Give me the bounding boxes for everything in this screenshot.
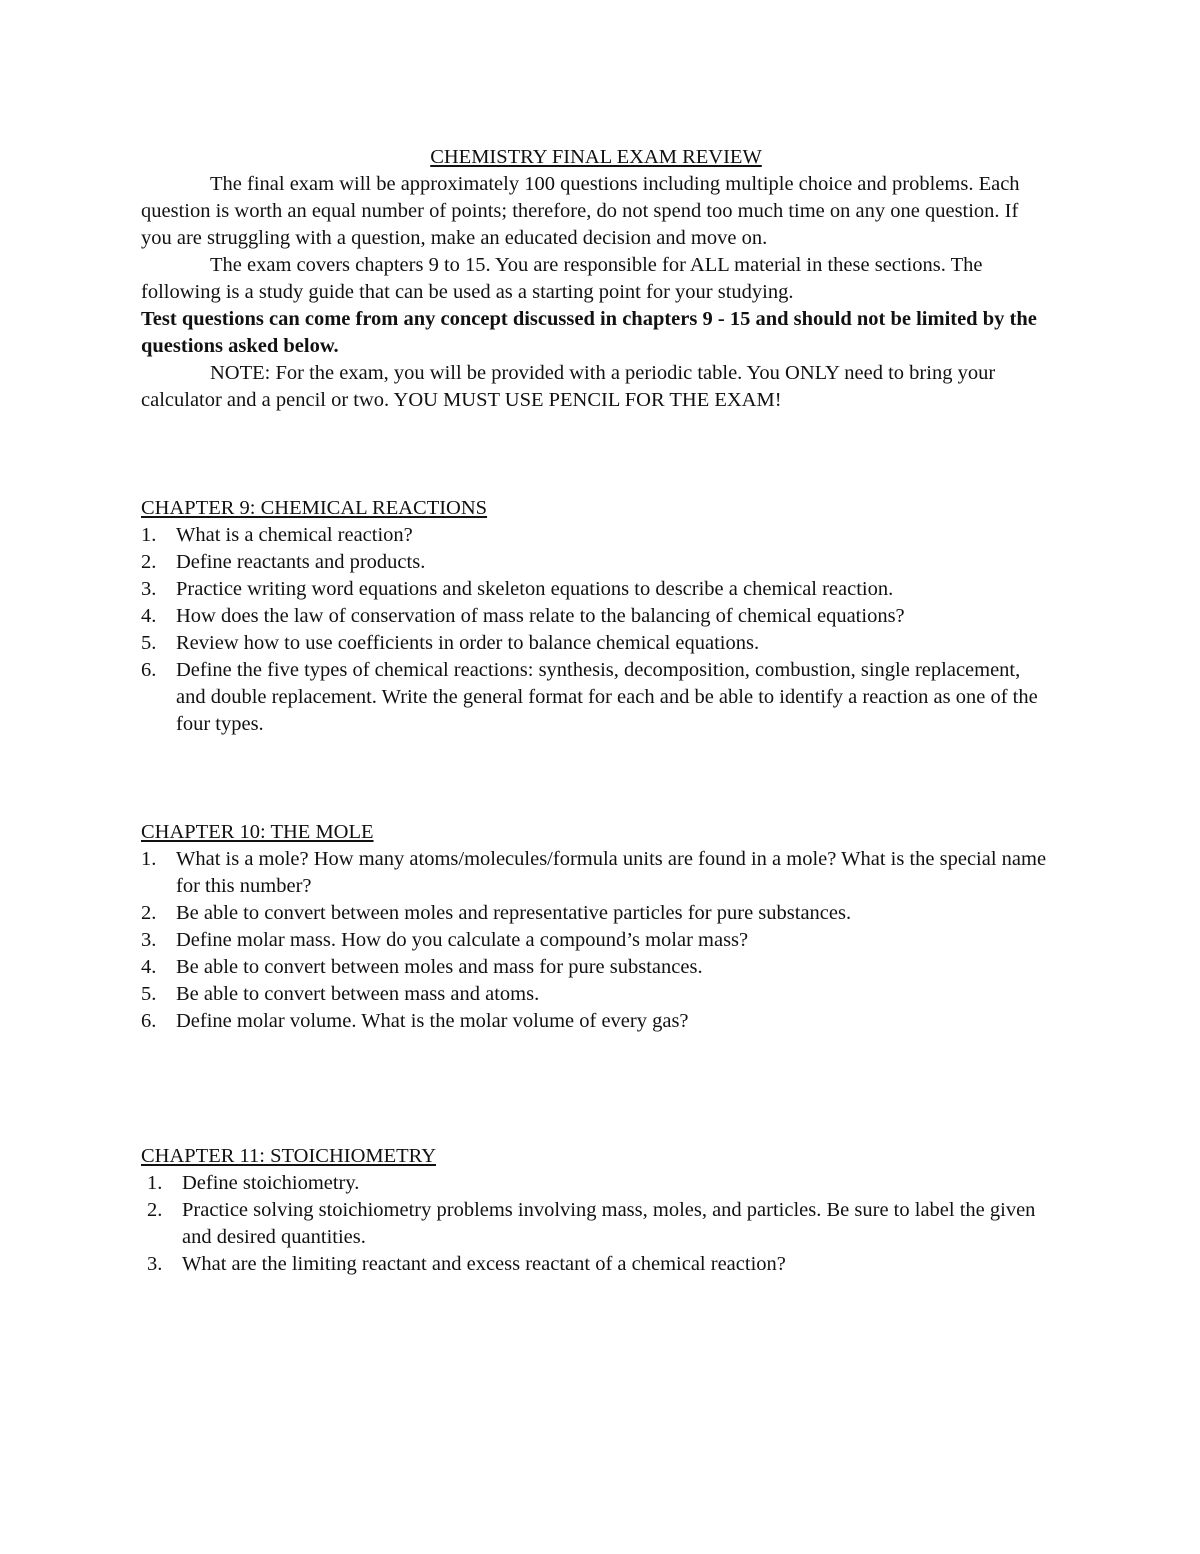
list-item xyxy=(141,900,1051,927)
item-text: Practice solving stoichiometry problems involving mass, moles, and particles. Be sure to label the given and desired quantities. xyxy=(182,1199,1036,1248)
item-number: 2. xyxy=(147,1199,163,1221)
item-number: 4. xyxy=(141,605,157,627)
document-page xyxy=(141,144,1051,1278)
item-text: Be able to convert between moles and representative particles for pure substances. xyxy=(176,902,852,924)
chapter-10-question-list xyxy=(141,846,1051,1035)
chapter-9-heading: CHAPTER 9: CHEMICAL REACTIONS xyxy=(141,497,488,519)
item-text: Define molar mass. How do you calculate a compound’s molar mass? xyxy=(176,929,749,951)
chapter-11-heading: CHAPTER 11: STOICHIOMETRY xyxy=(141,1145,436,1167)
list-item xyxy=(141,1008,1051,1035)
intro-note: NOTE: For the exam, you will be provided with a periodic table. You ONLY need to bring your calculator and a pencil or two. YOU MUST USE PENCIL FOR THE EXAM! xyxy=(141,362,996,411)
list-item xyxy=(141,1170,1051,1197)
item-text: Define the five types of chemical reactions: synthesis, decomposition, combustion, single replacement, and double replacement. Write the general format for each and be able to identify a reaction as one of the four types. xyxy=(176,659,1038,735)
item-number: 1. xyxy=(141,524,157,546)
chapter-11-section xyxy=(141,1143,1051,1278)
chapter-11-question-list xyxy=(141,1170,1051,1278)
list-item xyxy=(141,954,1051,981)
list-item xyxy=(141,522,1051,549)
list-item xyxy=(141,1251,1051,1278)
item-text: How does the law of conservation of mass relate to the balancing of chemical equations? xyxy=(176,605,905,627)
item-number: 2. xyxy=(141,902,157,924)
item-number: 3. xyxy=(147,1253,163,1275)
list-item xyxy=(141,603,1051,630)
item-text: What is a mole? How many atoms/molecules/formula units are found in a mole? What is the special name for this number? xyxy=(176,848,1047,897)
list-item xyxy=(141,549,1051,576)
item-number: 5. xyxy=(141,983,157,1005)
item-number: 6. xyxy=(141,1010,157,1032)
chapter-9-question-list xyxy=(141,522,1051,738)
item-number: 3. xyxy=(141,578,157,600)
item-number: 2. xyxy=(141,551,157,573)
list-item xyxy=(141,630,1051,657)
chapter-10-heading: CHAPTER 10: THE MOLE xyxy=(141,821,374,843)
item-number: 4. xyxy=(141,956,157,978)
item-number: 3. xyxy=(141,929,157,951)
item-text: Practice writing word equations and skeleton equations to describe a chemical reaction. xyxy=(176,578,894,600)
item-text: Define reactants and products. xyxy=(176,551,426,573)
list-item xyxy=(141,846,1051,900)
list-item xyxy=(141,981,1051,1008)
item-text: What are the limiting reactant and excess reactant of a chemical reaction? xyxy=(182,1253,786,1275)
item-text: Define molar volume. What is the molar volume of every gas? xyxy=(176,1010,689,1032)
list-item xyxy=(141,1197,1051,1251)
document-title: CHEMISTRY FINAL EXAM REVIEW xyxy=(430,146,762,168)
list-item xyxy=(141,657,1051,738)
list-item xyxy=(141,576,1051,603)
intro-bold-notice: Test questions can come from any concept discussed in chapters 9 - 15 and should not be limited by the questions asked below. xyxy=(141,308,1037,357)
chapter-10-section xyxy=(141,819,1051,1035)
intro-paragraph-exam-format: The final exam will be approximately 100 questions including multiple choice and problems. Each question is worth an equal number of points; therefore, do not spend too much time on any one question. If you are struggling with a question, make an educated decision and move on. xyxy=(141,173,1020,249)
item-number: 5. xyxy=(141,632,157,654)
item-text: Be able to convert between mass and atoms. xyxy=(176,983,540,1005)
intro-paragraph-coverage: The exam covers chapters 9 to 15. You are responsible for ALL material in these sections. The following is a study guide that can be used as a starting point for your studying. xyxy=(141,254,983,303)
item-text: What is a chemical reaction? xyxy=(176,524,413,546)
item-number: 1. xyxy=(147,1172,163,1194)
item-number: 6. xyxy=(141,659,157,681)
item-text: Review how to use coefficients in order to balance chemical equations. xyxy=(176,632,760,654)
chapter-9-section xyxy=(141,495,1051,738)
item-number: 1. xyxy=(141,848,157,870)
item-text: Be able to convert between moles and mass for pure substances. xyxy=(176,956,703,978)
item-text: Define stoichiometry. xyxy=(182,1172,360,1194)
list-item xyxy=(141,927,1051,954)
